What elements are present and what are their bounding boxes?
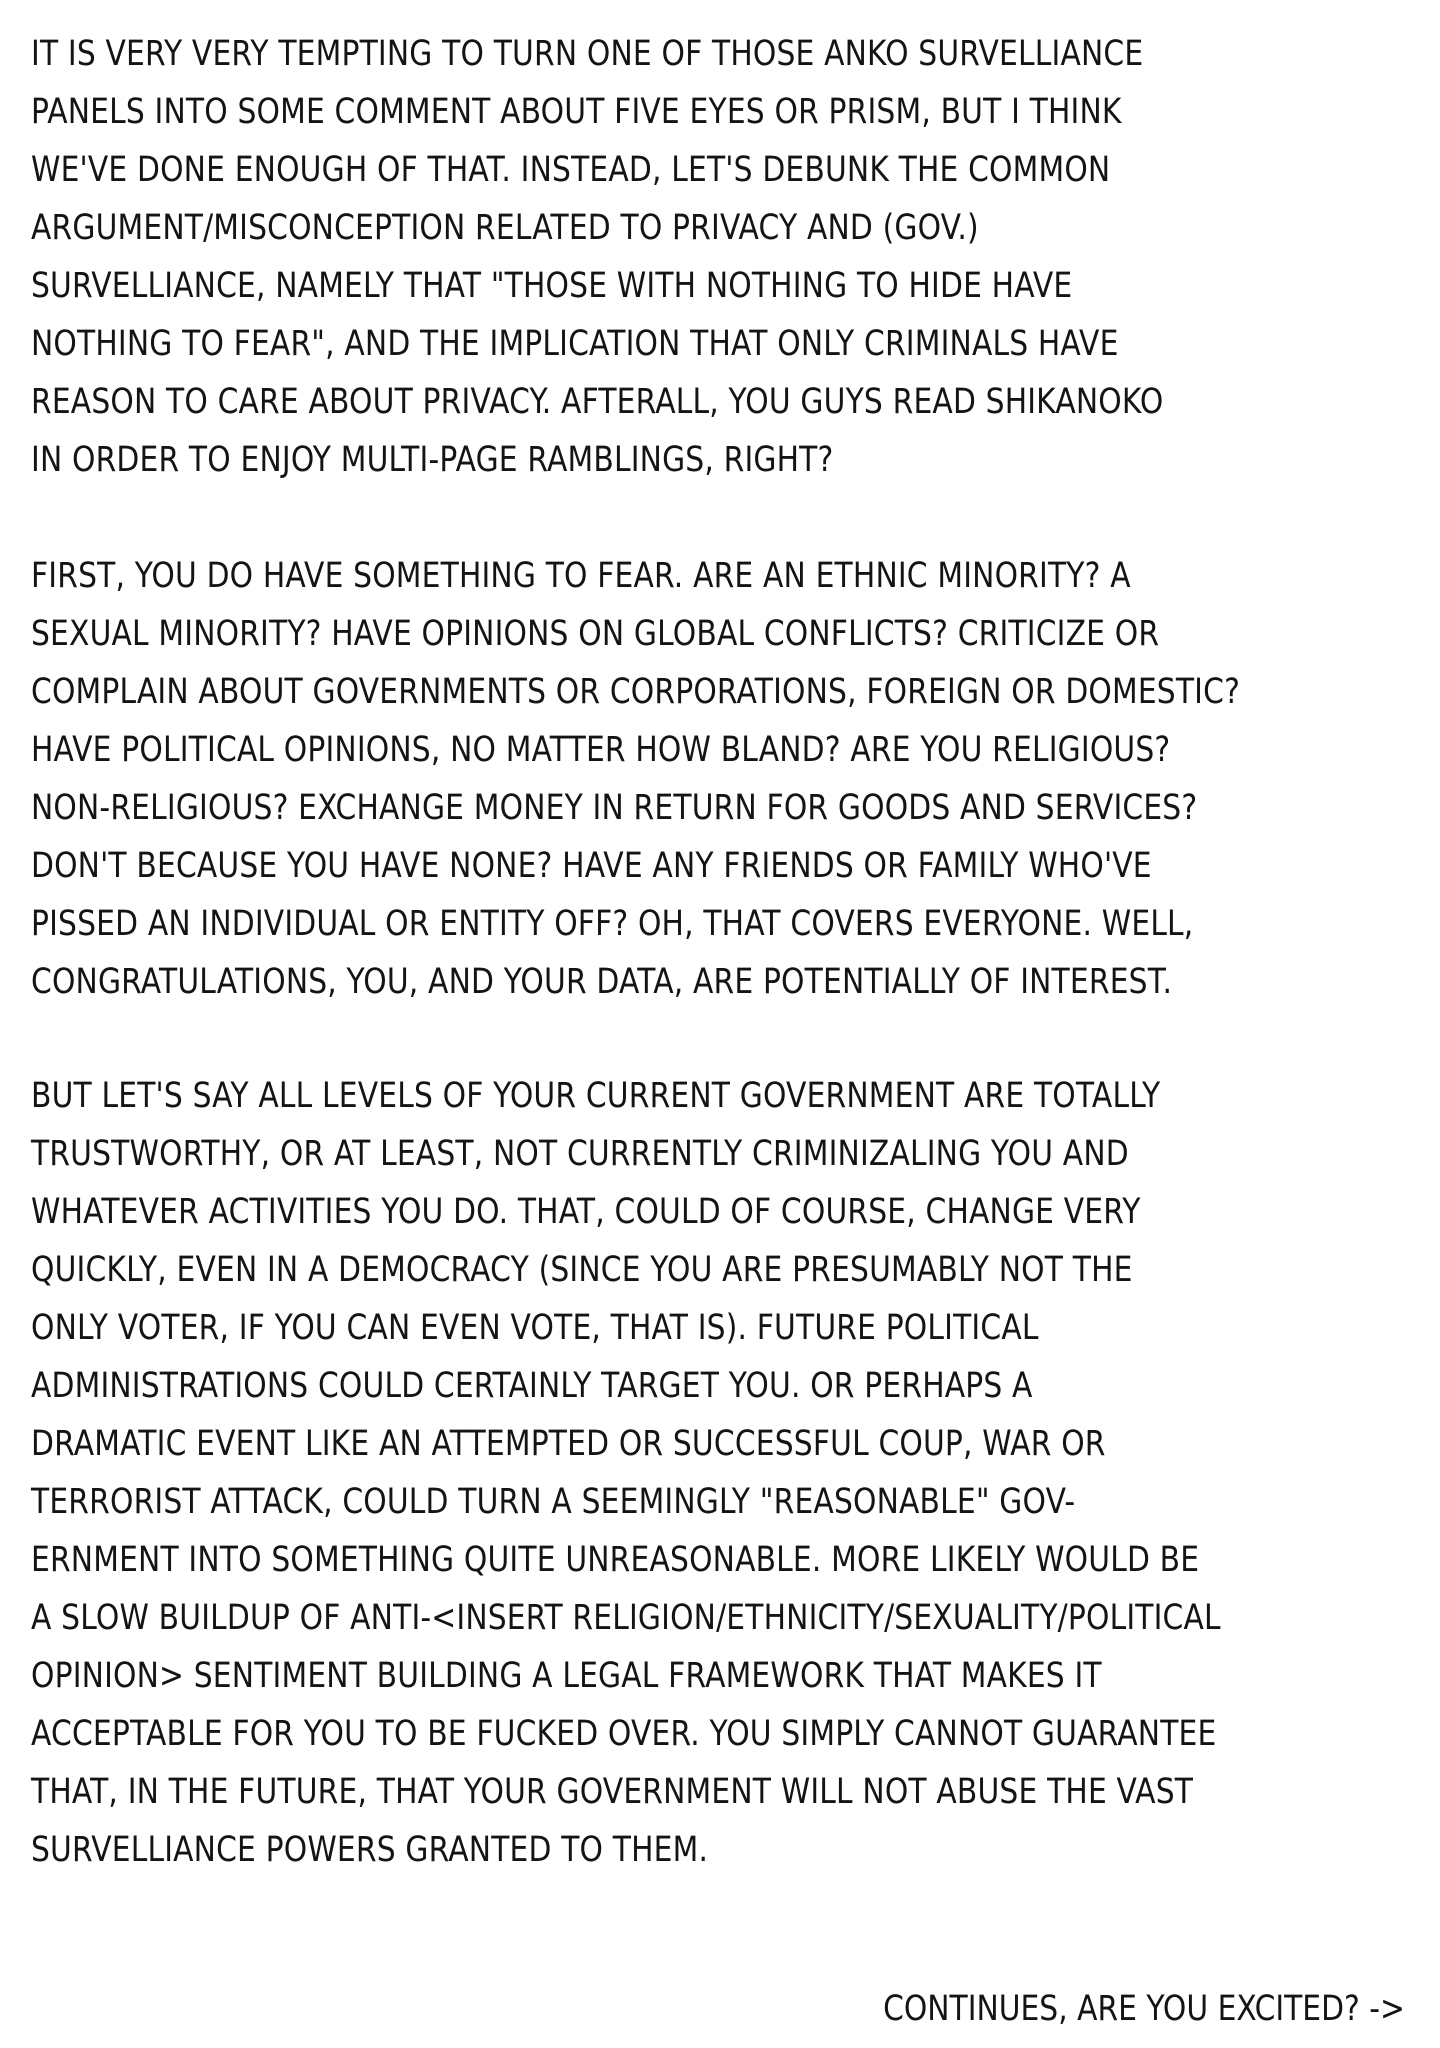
text-line: FIRST, YOU DO HAVE SOMETHING TO FEAR. ARE AN ETHNIC MINORITY? A [31, 556, 1131, 596]
text-line: DON'T BECAUSE YOU HAVE NONE? HAVE ANY FRIENDS OR FAMILY WHO'VE [31, 846, 1152, 886]
text-line: BUT LET'S SAY ALL LEVELS OF YOUR CURRENT GOVERNMENT ARE TOTALLY [31, 1076, 1161, 1116]
continues-note: CONTINUES, ARE YOU EXCITED? -> [883, 1989, 1405, 2029]
text-line: WE'VE DONE ENOUGH OF THAT. INSTEAD, LET'S DEBUNK THE COMMON [31, 150, 1111, 190]
text-line: PANELS INTO SOME COMMENT ABOUT FIVE EYES OR PRISM, BUT I THINK [31, 92, 1122, 132]
text-line: ACCEPTABLE FOR YOU TO BE FUCKED OVER. YOU SIMPLY CANNOT GUARANTEE [31, 1714, 1217, 1754]
text-line: SURVELLIANCE, NAMELY THAT "THOSE WITH NOTHING TO HIDE HAVE [31, 266, 1073, 306]
text-line: IT IS VERY VERY TEMPTING TO TURN ONE OF THOSE ANKO SURVELLIANCE [31, 34, 1144, 74]
text-line: HAVE POLITICAL OPINIONS, NO MATTER HOW BLAND? ARE YOU RELIGIOUS? [31, 730, 1171, 770]
text-line: NOTHING TO FEAR", AND THE IMPLICATION THAT ONLY CRIMINALS HAVE [31, 324, 1119, 364]
text-line: DRAMATIC EVENT LIKE AN ATTEMPTED OR SUCCESSFUL COUP, WAR OR [31, 1424, 1106, 1464]
text-line: PISSED AN INDIVIDUAL OR ENTITY OFF? OH, THAT COVERS EVERYONE. WELL, [31, 904, 1194, 944]
text-line: ONLY VOTER, IF YOU CAN EVEN VOTE, THAT IS). FUTURE POLITICAL [31, 1308, 1039, 1348]
text-line: REASON TO CARE ABOUT PRIVACY. AFTERALL, YOU GUYS READ SHIKANOKO [31, 382, 1164, 422]
paragraph-intro [31, 25, 1426, 489]
text-line: QUICKLY, EVEN IN A DEMOCRACY (SINCE YOU ARE PRESUMABLY NOT THE [31, 1250, 1133, 1290]
text-line: TRUSTWORTHY, OR AT LEAST, NOT CURRENTLY CRIMINIZALING YOU AND [31, 1134, 1129, 1174]
text-line: ERNMENT INTO SOMETHING QUITE UNREASONABLE. MORE LIKELY WOULD BE [31, 1540, 1200, 1580]
text-line: SEXUAL MINORITY? HAVE OPINIONS ON GLOBAL CONFLICTS? CRITICIZE OR [31, 614, 1160, 654]
paragraph-something-to-fear [31, 547, 1426, 1011]
text-line: THAT, IN THE FUTURE, THAT YOUR GOVERNMENT WILL NOT ABUSE THE VAST [31, 1772, 1194, 1812]
text-line: SURVELLIANCE POWERS GRANTED TO THEM. [31, 1830, 709, 1870]
text-line: ARGUMENT/MISCONCEPTION RELATED TO PRIVACY AND (GOV.) [31, 208, 979, 248]
paragraph-government-trust [31, 1067, 1426, 1879]
text-line: TERRORIST ATTACK, COULD TURN A SEEMINGLY "REASONABLE" GOV- [31, 1482, 1076, 1522]
text-line: A SLOW BUILDUP OF ANTI-<INSERT RELIGION/ETHNICITY/SEXUALITY/POLITICAL [31, 1598, 1221, 1638]
text-line: COMPLAIN ABOUT GOVERNMENTS OR CORPORATIONS, FOREIGN OR DOMESTIC? [31, 672, 1241, 712]
text-line: OPINION> SENTIMENT BUILDING A LEGAL FRAMEWORK THAT MAKES IT [31, 1656, 1102, 1696]
text-line: ADMINISTRATIONS COULD CERTAINLY TARGET YOU. OR PERHAPS A [31, 1366, 1033, 1406]
text-line: CONGRATULATIONS, YOU, AND YOUR DATA, ARE POTENTIALLY OF INTEREST. [31, 962, 1173, 1002]
text-line: NON-RELIGIOUS? EXCHANGE MONEY IN RETURN FOR GOODS AND SERVICES? [31, 788, 1198, 828]
text-line: WHATEVER ACTIVITIES YOU DO. THAT, COULD OF COURSE, CHANGE VERY [31, 1192, 1141, 1232]
text-line: IN ORDER TO ENJOY MULTI-PAGE RAMBLINGS, RIGHT? [31, 440, 834, 480]
